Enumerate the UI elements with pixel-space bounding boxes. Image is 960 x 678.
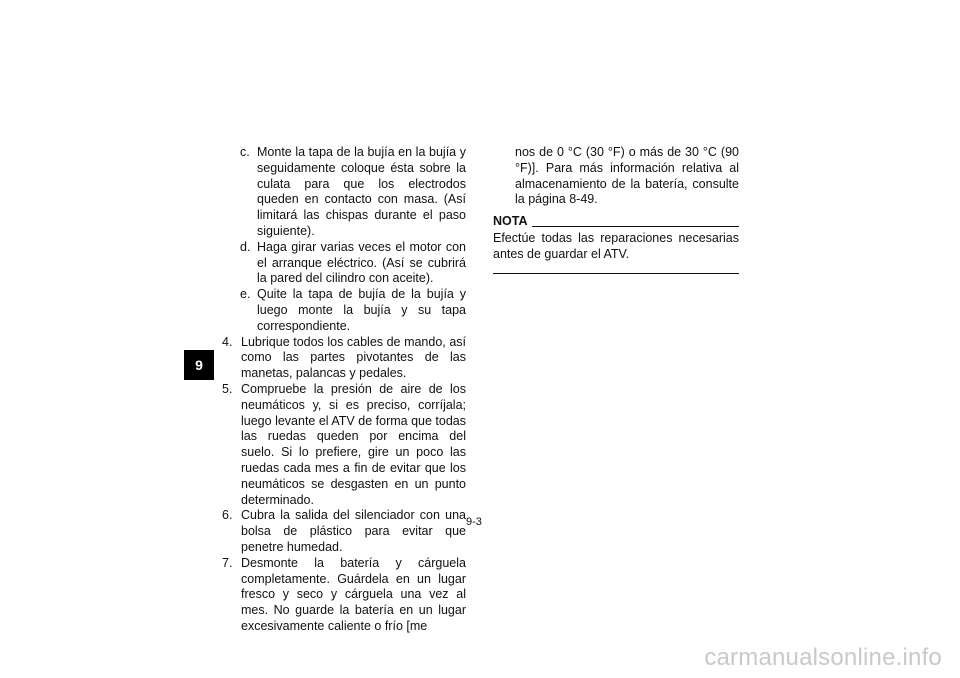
list-item-7 xyxy=(222,556,466,635)
list-item-6 xyxy=(222,508,466,555)
list-item-5 xyxy=(222,382,466,508)
list-item-c xyxy=(222,145,466,240)
item-text: Compruebe la presión de aire de los neumáticos y, si es preciso, corríjala; luego levante el ATV de forma que todas las ruedas queden por encima del suelo. Si lo prefiere, gire un poco las ruedas cada mes a fin de evitar que los neumáticos se desgasten en un punto determinado. xyxy=(241,381,466,507)
item-text: Haga girar varias veces el motor con el arranque eléctrico. (Así se cubrirá la pared del cilindro con aceite). xyxy=(257,239,466,286)
item-marker: d. xyxy=(240,239,251,254)
note-end-rule xyxy=(493,273,739,274)
item-marker: e. xyxy=(240,287,251,302)
item-text: Desmonte la batería y cárguela completamente. Guárdela en un lugar fresco y seco y cárguela una vez al mes. No guarde la batería en un lugar excesivamente caliente o frío [me xyxy=(241,555,466,633)
item-marker: 5. xyxy=(222,381,233,396)
item-marker: 4. xyxy=(222,334,233,349)
chapter-tab: 9 xyxy=(184,350,214,380)
item-text: Lubrique todos los cables de mando, así como las partes pivotantes de las manetas, palancas y pedales. xyxy=(241,334,466,381)
item-text: Monte la tapa de la bujía en la bujía y seguidamente coloque ésta sobre la culata para que los electrodos queden en contacto con masa. (Así limitará las chispas durante el paso siguiente). xyxy=(257,145,466,238)
list-item-4 xyxy=(222,335,466,382)
note-rule xyxy=(532,217,740,227)
list-item-e xyxy=(222,287,466,334)
item-marker: c. xyxy=(240,145,250,159)
note-text: Efectúe todas las reparaciones necesarias antes de guardar el ATV. xyxy=(493,230,739,261)
note-label: NOTA xyxy=(493,214,528,229)
item-marker: 6. xyxy=(222,508,233,523)
item-marker: 7. xyxy=(222,555,233,570)
list-item-d xyxy=(222,240,466,287)
watermark: carmanualsonline.info xyxy=(704,644,942,671)
continuation-text: nos de 0 °C (30 °F) o más de 30 °C (90 °F)]. Para más información relativa al almacenamiento de la batería, consulte la página 8-49. xyxy=(515,145,739,207)
item-text: Quite la tapa de bujía de la bujía y luego monte la bujía y su tapa correspondiente. xyxy=(257,287,466,333)
note-header xyxy=(493,214,739,230)
left-column xyxy=(222,145,466,635)
page-number: 9-3 xyxy=(466,516,482,528)
item-text: Cubra la salida del silenciador con una bolsa de plástico para evitar que penetre humedad. xyxy=(241,508,466,554)
right-column xyxy=(493,145,739,274)
